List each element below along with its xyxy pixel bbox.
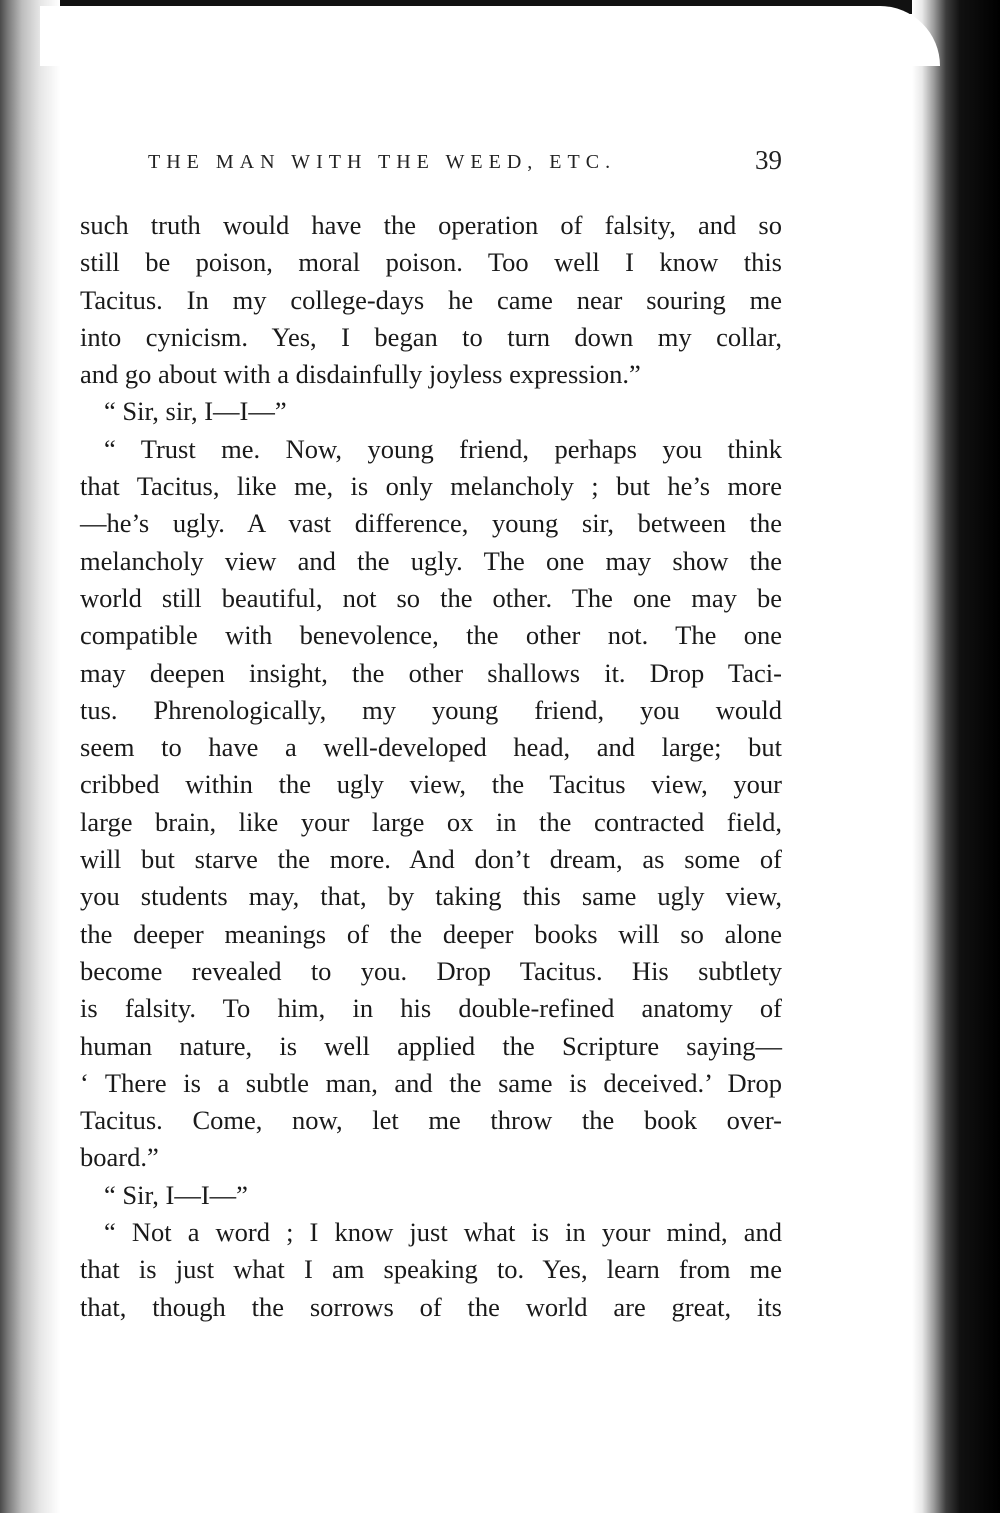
text-line: “ Sir, sir, I—I—”: [104, 396, 287, 427]
text-line: seem to have a well-developed head, and large; but: [80, 732, 782, 763]
book-page: [80, 145, 782, 1326]
text-line: “ Sir, I—I—”: [104, 1179, 248, 1210]
text-line: “ Not a word ; I know just what is in your mind, and: [104, 1217, 782, 1248]
text-line: melancholy view and the ugly. The one may show the: [80, 545, 782, 576]
page-number: 39: [755, 145, 782, 175]
text-line: human nature, is well applied the Scripture saying—: [80, 1030, 782, 1061]
text-line: “ Trust me. Now, young friend, perhaps you think: [104, 433, 782, 464]
text-line: compatible with benevolence, the other not. The one: [80, 620, 782, 651]
text-line: is falsity. To him, in his double-refined anatomy of: [80, 993, 782, 1024]
page-corner: [40, 6, 940, 66]
body-text: [80, 207, 782, 1326]
text-line: that is just what I am speaking to. Yes, learn from me: [80, 1254, 782, 1285]
text-line: still be poison, moral poison. Too well I know this: [80, 247, 782, 278]
text-line: —he’s ugly. A vast difference, young sir, between the: [80, 508, 782, 539]
running-head: [80, 145, 782, 189]
text-line: into cynicism. Yes, I began to turn down my collar,: [80, 321, 782, 352]
page-edge-shadow: [912, 0, 1000, 1513]
text-line: you students may, that, by taking this same ugly view,: [80, 881, 782, 912]
text-line: such truth would have the operation of falsity, and so: [80, 210, 782, 240]
text-line: and go about with a disdainfully joyless expression.”: [80, 359, 641, 390]
text-line: tus. Phrenologically, my young friend, you would: [80, 694, 782, 725]
text-line: that Tacitus, like me, is only melancholy ; but he’s more: [80, 471, 782, 502]
text-line: the deeper meanings of the deeper books will so alone: [80, 918, 782, 949]
text-line: Tacitus. In my college-days he came near souring me: [80, 284, 782, 315]
text-line: become revealed to you. Drop Tacitus. His subtlety: [80, 955, 782, 986]
text-line: world still beautiful, not so the other. The one may be: [80, 582, 782, 613]
page-binding-shadow: [0, 0, 60, 1513]
text-line: board.”: [80, 1142, 159, 1173]
text-line: will but starve the more. And don’t dream, as some of: [80, 844, 782, 875]
text-line: large brain, like your large ox in the contracted field,: [80, 806, 782, 837]
text-line: that, though the sorrows of the world are great, its: [80, 1291, 782, 1322]
text-line: Tacitus. Come, now, let me throw the book over-: [80, 1105, 782, 1136]
running-head-title: THE MAN WITH THE WEED, ETC.: [148, 151, 617, 173]
text-line: may deepen insight, the other shallows it. Drop Taci-: [80, 657, 782, 688]
text-line: cribbed within the ugly view, the Tacitus view, your: [80, 769, 782, 800]
text-line: ‘ There is a subtle man, and the same is deceived.’ Drop: [80, 1067, 782, 1098]
